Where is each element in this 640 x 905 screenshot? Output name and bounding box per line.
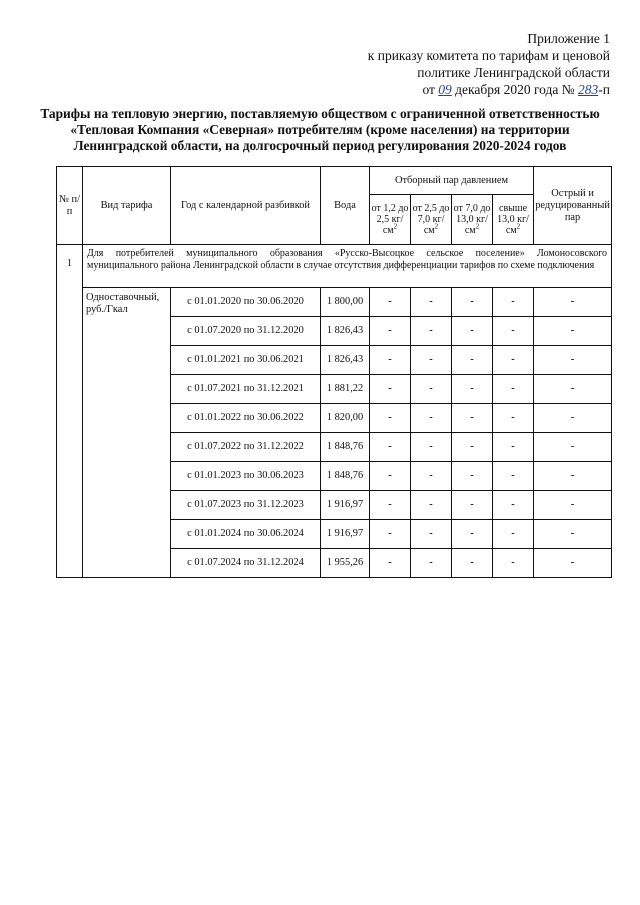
date-suffix: -п [598, 82, 610, 97]
dash-cell: - [411, 404, 452, 433]
dash-cell: - [411, 462, 452, 491]
dash-cell: - [370, 491, 411, 520]
dash-cell: - [411, 433, 452, 462]
dash-cell: - [534, 346, 612, 375]
appendix-line1: Приложение 1 [527, 31, 610, 46]
period-cell: с 01.07.2024 по 31.12.2024 [171, 549, 321, 578]
dash-cell: - [534, 404, 612, 433]
dash-cell: - [452, 462, 493, 491]
dash-cell: - [534, 317, 612, 346]
dash-cell: - [370, 317, 411, 346]
date-mid: декабря 2020 года № [455, 82, 575, 97]
dash-cell: - [411, 317, 452, 346]
period-cell: с 01.07.2021 по 31.12.2021 [171, 375, 321, 404]
dash-cell: - [493, 520, 534, 549]
header-num: № п/п [57, 167, 83, 245]
dash-cell: - [534, 288, 612, 317]
group-note: Для потребителей муниципального образования «Русско-Высоцкое сельское поселение» Ломоносовского муниципального района Ленинградской области в случае отсутствия дифференциации тарифов по схеме подключения [83, 245, 612, 288]
water-cell: 1 955,26 [321, 549, 370, 578]
dash-cell: - [534, 549, 612, 578]
dash-cell: - [493, 317, 534, 346]
appendix-date-line [330, 81, 610, 98]
dash-cell: - [452, 404, 493, 433]
water-cell: 1 916,97 [321, 520, 370, 549]
dash-cell: - [370, 520, 411, 549]
header-pressure-4: свыше 13,0 $кг/см^2$ [493, 195, 534, 245]
group-number: 1 [57, 245, 83, 578]
header-pressure-1: от 1,2 до 2,5 $кг/см^2$ [370, 195, 411, 245]
dash-cell: - [370, 462, 411, 491]
appendix-block [330, 30, 610, 98]
dash-cell: - [534, 520, 612, 549]
period-cell: с 01.07.2020 по 31.12.2020 [171, 317, 321, 346]
dash-cell: - [411, 375, 452, 404]
dash-cell: - [493, 491, 534, 520]
water-cell: 1 916,97 [321, 491, 370, 520]
dash-cell: - [493, 346, 534, 375]
dash-cell: - [452, 317, 493, 346]
dash-cell: - [452, 346, 493, 375]
dash-cell: - [493, 404, 534, 433]
dash-cell: - [411, 520, 452, 549]
dash-cell: - [493, 433, 534, 462]
dash-cell: - [452, 288, 493, 317]
dash-cell: - [411, 346, 452, 375]
period-cell: с 01.01.2020 по 30.06.2020 [171, 288, 321, 317]
period-cell: с 01.01.2021 по 30.06.2021 [171, 346, 321, 375]
dash-cell: - [452, 491, 493, 520]
dash-cell: - [534, 433, 612, 462]
water-cell: 1 826,43 [321, 346, 370, 375]
water-cell: 1 826,43 [321, 317, 370, 346]
document-title: Тарифы на тепловую энергию, поставляемую обществом с ограниченной ответственностью «Тепловая Компания «Северная» потребителям (кроме населения) на территории Ленинградской области, на долгосрочный период регулирования 2020-2024 годов [40, 106, 600, 153]
header-period: Год с календарной разбивкой [171, 167, 321, 245]
header-pressure-2: от 2,5 до 7,0 $кг/см^2$ [411, 195, 452, 245]
water-cell: 1 881,22 [321, 375, 370, 404]
table-row [57, 288, 612, 317]
dash-cell: - [411, 288, 452, 317]
tariff-table [56, 166, 612, 578]
date-prefix: от [422, 82, 435, 97]
header-pressure-3: от 7,0 до 13,0 $кг/см^2$ [452, 195, 493, 245]
dash-cell: - [493, 549, 534, 578]
period-cell: с 01.01.2022 по 30.06.2022 [171, 404, 321, 433]
dash-cell: - [411, 549, 452, 578]
dash-cell: - [493, 288, 534, 317]
order-number: 283 [578, 82, 599, 97]
dash-cell: - [370, 404, 411, 433]
appendix-line3: политике Ленинградской области [417, 65, 610, 80]
period-cell: с 01.07.2022 по 31.12.2022 [171, 433, 321, 462]
dash-cell: - [411, 491, 452, 520]
appendix-line2: к приказу комитета по тарифам и ценовой [367, 48, 610, 63]
water-cell: 1 820,00 [321, 404, 370, 433]
water-cell: 1 848,76 [321, 462, 370, 491]
period-cell: с 01.01.2024 по 30.06.2024 [171, 520, 321, 549]
dash-cell: - [452, 520, 493, 549]
dash-cell: - [370, 375, 411, 404]
dash-cell: - [534, 375, 612, 404]
dash-cell: - [452, 375, 493, 404]
dash-cell: - [370, 549, 411, 578]
dash-cell: - [493, 462, 534, 491]
header-steam-group: Отборный пар давлением [370, 167, 534, 195]
water-cell: 1 848,76 [321, 433, 370, 462]
dash-cell: - [370, 433, 411, 462]
date-day: 09 [438, 82, 452, 97]
dash-cell: - [370, 346, 411, 375]
dash-cell: - [370, 288, 411, 317]
water-cell: 1 800,00 [321, 288, 370, 317]
header-sharp-steam: Острый и редуцированный пар [534, 167, 612, 245]
dash-cell: - [452, 433, 493, 462]
dash-cell: - [534, 491, 612, 520]
period-cell: с 01.01.2023 по 30.06.2023 [171, 462, 321, 491]
dash-cell: - [493, 375, 534, 404]
dash-cell: - [534, 462, 612, 491]
period-cell: с 01.07.2023 по 31.12.2023 [171, 491, 321, 520]
dash-cell: - [452, 549, 493, 578]
tariff-type: Одноставочный, руб./Гкал [83, 288, 171, 578]
header-type: Вид тарифа [83, 167, 171, 245]
header-water: Вода [321, 167, 370, 245]
